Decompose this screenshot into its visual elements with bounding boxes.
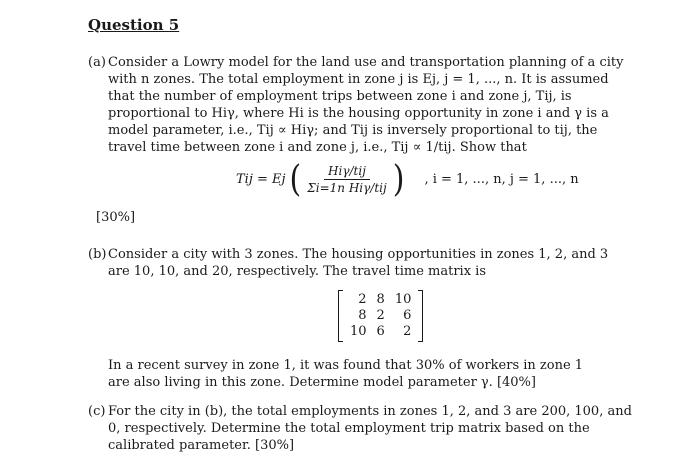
left-paren: ( [289, 157, 302, 200]
part-c-text: For the city in (b), the total employments in zones 1, 2, and 3 are 200, 100, and 0, respectively. Determine the total employment trip matrix based on the calibrated parameter. [30%] [108, 404, 632, 453]
matrix-cell: 2 [376, 308, 385, 323]
matrix-cell: 10 [350, 324, 367, 339]
matrix-cell: 6 [376, 324, 385, 339]
matrix-cell: 2 [358, 292, 367, 307]
matrix-cell: 8 [376, 292, 385, 307]
part-a-marks: [30%] [96, 210, 136, 225]
formula-numerator: Hiγ/tij [324, 164, 370, 180]
part-b-text: Consider a city with 3 zones. The housing opportunities in zones 1, 2, and 3 are 10, 10, and 20, respectively. The travel time matrix is [108, 247, 609, 279]
matrix-row [345, 308, 416, 324]
matrix-row [345, 292, 416, 308]
part-a-text: Consider a Lowry model for the land use and transportation planning of a city with n zones. The total employment in zone j is Ej, j = 1, ..., n. It is assumed that the number of employment trips between zone i and zone j, Tij, is proportional to Hiγ, where Hi is the housing opportunity in zone i and γ is a model parameter, i.e., Tij ∝ Hiγ; and Tij is inversely proportional to tij, the travel time between zone i and zone j, i.e., Tij ∝ 1/tij. Show that [108, 55, 624, 155]
part-a [88, 54, 628, 156]
formula-lhs: Tij = Ej [236, 172, 286, 187]
part-b-survey: In a recent survey in zone 1, it was found that 30% of workers in zone 1 are also living in this zone. Determine model parameter γ. [40%] [108, 358, 584, 390]
part-b-label: (b) [88, 247, 107, 262]
matrix-cell: 6 [403, 308, 412, 323]
question-title: Question 5 [88, 16, 180, 34]
matrix-cell: 2 [403, 324, 412, 339]
travel-time-matrix [338, 290, 423, 342]
part-b [88, 246, 628, 280]
lowry-formula [236, 157, 579, 200]
formula-denominator: Σi=1n Hiγ/tij [307, 181, 387, 195]
right-paren: ) [392, 157, 405, 200]
part-c [88, 403, 633, 454]
formula-fraction [307, 164, 386, 195]
formula-range: , i = 1, ..., n, j = 1, ..., n [424, 172, 579, 187]
matrix-row [345, 324, 416, 340]
part-c-label: (c) [88, 404, 106, 419]
part-a-label: (a) [88, 55, 106, 70]
matrix-cell: 8 [358, 308, 367, 323]
matrix-cell: 10 [394, 292, 412, 307]
